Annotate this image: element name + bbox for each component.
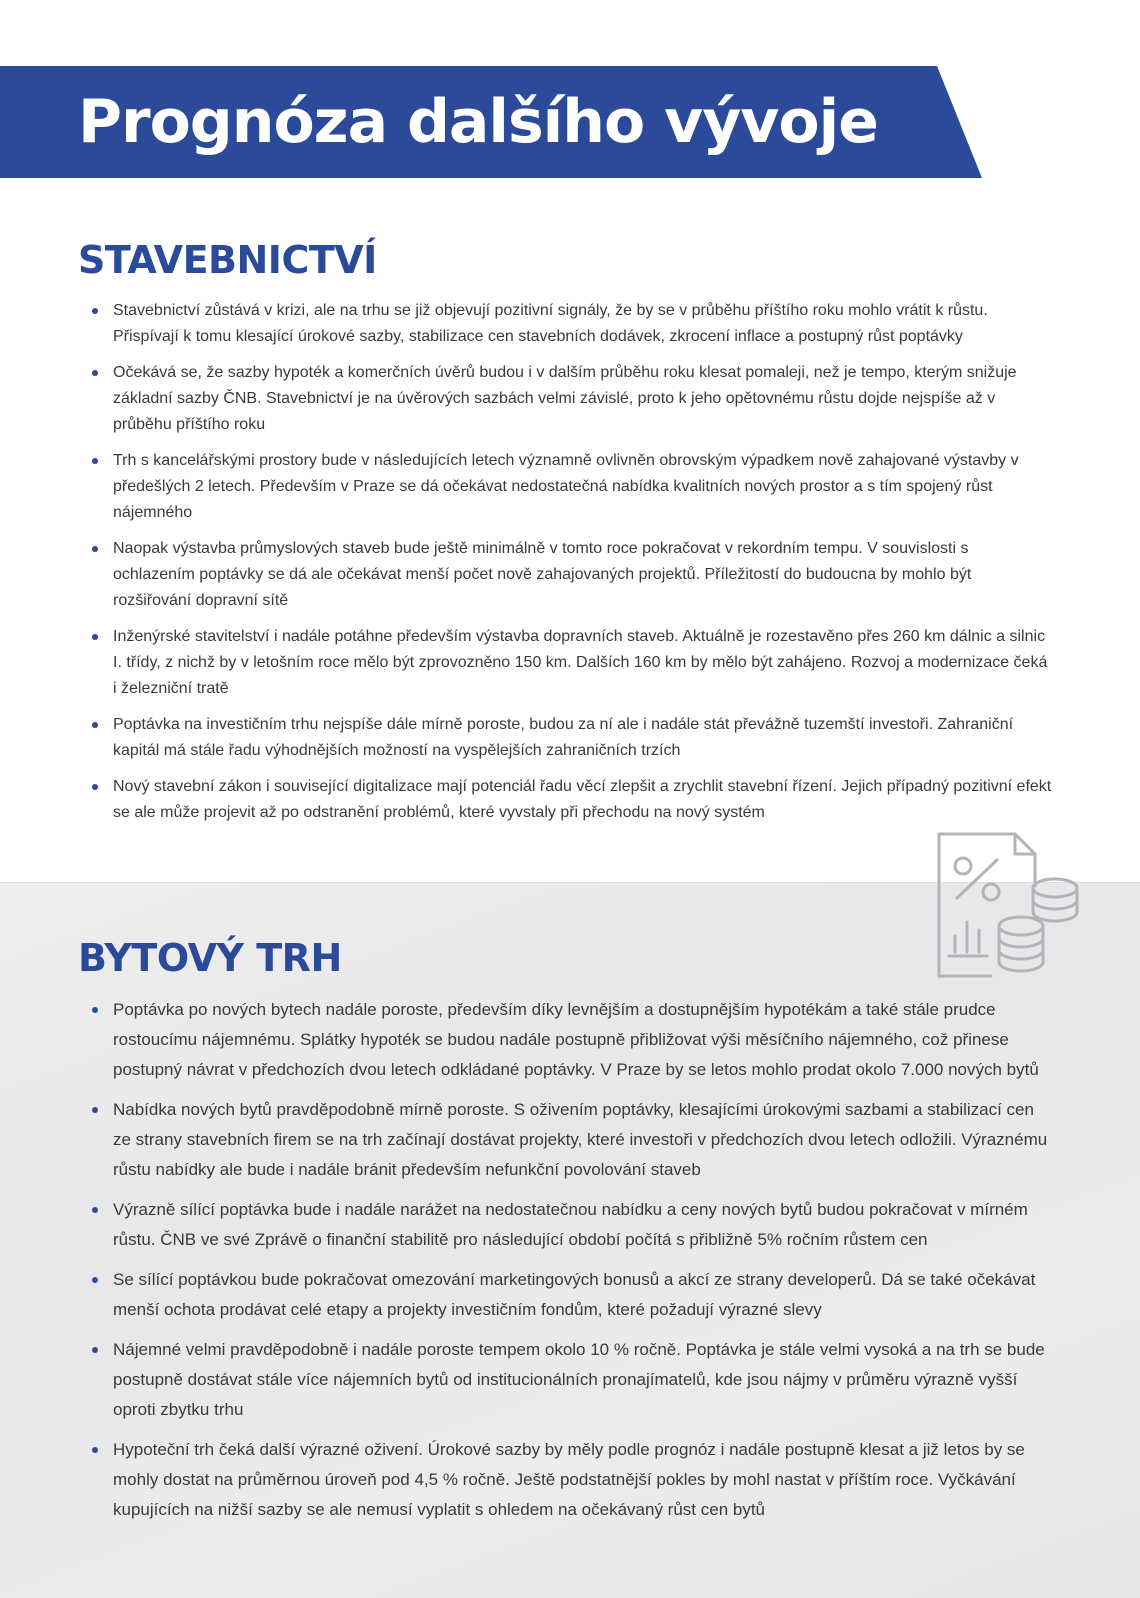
bullet-dot-icon [92,1007,98,1013]
bullet-text: Stavebnictví zůstává v krizi, ale na trhu se již objevují pozitivní signály, že by se v průběhu příštího roku mohlo vrátit k růstu. Přispívají k tomu klesající úrokové sazby, stabilizace cen stavebních dodávek, zkrocení inflace a postupný růst poptávky [113,302,988,345]
list-item [92,712,1052,764]
list-item [92,1195,1052,1255]
bullet-text: Nový stavební zákon i související digitalizace mají potenciál řadu věcí zlepšit a zrychlit stavební řízení. Jejich případný pozitivní efekt se ale může projevit až po odstranění problémů, které vyvstaly při přechodu na nový systém [113,778,1052,821]
section-heading-housing: BYTOVÝ TRH [78,936,342,980]
bullet-dot-icon [92,634,98,640]
bullet-text: Nájemné velmi pravděpodobně i nadále poroste tempem okolo 10 % ročně. Poptávka je stále velmi vysoká a na trh se bude postupně dostávat stále více nájemních bytů od institucionálních pronajímatelů, kde jsou nájmy v průměru výrazně vyšší oproti zbytku trhu [113,1340,1045,1419]
list-item [92,1335,1052,1425]
section-heading-construction: STAVEBNICTVÍ [78,238,377,282]
bullet-text: Hypoteční trh čeká další výrazné oživení. Úrokové sazby by měly podle prognóz i nadále postupně klesat a již letos by se mohly dostat na průměrnou úroveň pod 4,5 % ročně. Ještě podstatnější pokles by mohl nastat v příštím roce. Vyčkávání kupujících na nižší sazby se ale nemusí vyplatit s ohledem na očekávaný růst cen bytů [113,1440,1025,1519]
list-item [92,1435,1052,1525]
bullet-dot-icon [92,308,98,314]
bullet-dot-icon [92,546,98,552]
bullet-text: Výrazně sílící poptávka bude i nadále narážet na nedostatečnou nabídku a ceny nových bytů budou pokračovat v mírném růstu. ČNB ve své Zprávě o finanční stabilitě pro následující období počítá s přibližně 5% ročním růstem cen [113,1200,1028,1249]
bullet-text: Poptávka po nových bytech nadále poroste, především díky levnějším a dostupnějším hypotékám a také stále prudce rostoucímu nájemnému. Splátky hypoték se budou nadále postupně přibližovat výši měsíčního nájemného, což přinese postupný návrat v předchozích dvou letech odkládané poptávky. V Praze by se letos mohlo prodat okolo 7.000 nových bytů [113,1000,1039,1079]
list-item [92,774,1052,826]
bullet-text: Nabídka nových bytů pravděpodobně mírně poroste. S oživením poptávky, klesajícími úrokovými sazbami a stabilizací cen ze strany stavebních firem se na trh začínají dostávat projekty, které investoři v předchozích dvou letech odložili. Výraznému růstu nabídky ale bude i nadále bránit především nefunkční povolování staveb [113,1100,1048,1179]
bullet-text: Naopak výstavba průmyslových staveb bude ještě minimálně v tomto roce pokračovat v rekordním tempu. V souvislosti s ochlazením poptávky se dá ale očekávat menší počet nově zahajovaných projektů. Příležitostí do budoucna by mohlo být rozšiřování dopravní sítě [113,540,972,609]
list-item [92,448,1052,526]
bullet-dot-icon [92,370,98,376]
bullet-text: Inženýrské stavitelství i nadále potáhne především výstavba dopravních staveb. Aktuálně je rozestavěno přes 260 km dálnic a silnic I. třídy, z nichž by v letošním roce mělo být zprovozněno 150 km. Dalších 160 km by mělo být zahájeno. Rozvoj a modernizace čeká i železniční tratě [113,628,1048,697]
bullet-text: Očekává se, že sazby hypoték a komerčních úvěrů budou i v dalším průběhu roku klesat pomaleji, než je tempo, kterým snižuje základní sazby ČNB. Stavebnictví je na úvěrových sazbách velmi závislé, proto k jeho opětovnému růstu dojde nejspíše až v průběhu příštího roku [113,364,1017,433]
bullet-dot-icon [92,1207,98,1213]
page-title: Prognóza dalšího vývoje [78,87,878,157]
list-item [92,536,1052,614]
bullet-text: Poptávka na investičním trhu nejspíše dále mírně poroste, budou za ní ale i nadále stát převážně tuzemští investoři. Zahraniční kapitál má stále řadu výhodnějších možností na vyspělejších zahraničních trzích [113,716,1014,759]
bullet-dot-icon [92,784,98,790]
bullet-dot-icon [92,1447,98,1453]
bullet-dot-icon [92,1277,98,1283]
bullet-dot-icon [92,722,98,728]
list-item [92,995,1052,1085]
list-item [92,360,1052,438]
bullet-dot-icon [92,1347,98,1353]
housing-bullet-list [92,995,1052,1535]
document-percent-coins-icon [935,826,1085,981]
bullet-text: Trh s kancelářskými prostory bude v následujících letech významně ovlivněn obrovským výpadkem nově zahajované výstavby v předešlých 2 letech. Především v Praze se dá očekávat nedostatečná nabídka kvalitních nových prostor a s tím spojený růst nájemného [113,452,1019,521]
bullet-text: Se sílící poptávkou bude pokračovat omezování marketingových bonusů a akcí ze strany developerů. Dá se také očekávat menší ochota prodávat celé etapy a projekty investičním fondům, které požadují výrazné slevy [113,1270,1036,1319]
list-item [92,298,1052,350]
list-item [92,1095,1052,1185]
bullet-dot-icon [92,458,98,464]
list-item [92,624,1052,702]
construction-bullet-list [92,298,1052,836]
bullet-dot-icon [92,1107,98,1113]
list-item [92,1265,1052,1325]
